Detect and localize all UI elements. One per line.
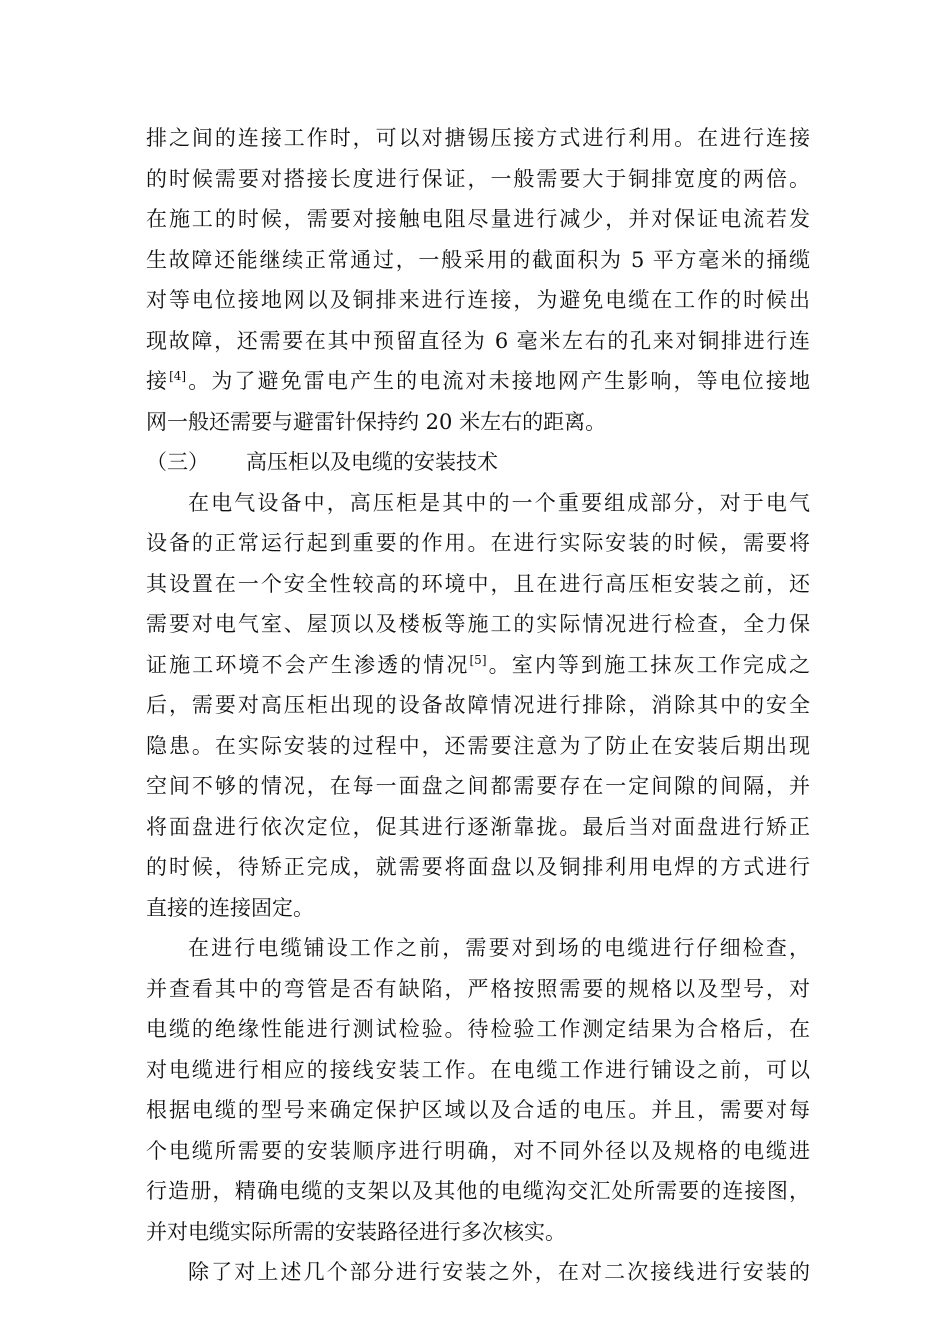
text-fragment: 。为了避免雷电产生的电流对未接地网产生影响，等电位接地: [186, 369, 810, 393]
text-line: 网一般还需要与避雷针保持约 20 米左右的距离。: [146, 409, 607, 434]
text-line: 根据电缆的型号来确定保护区域以及合适的电压。并且，需要对每: [146, 1098, 810, 1122]
text-line: 电缆的绝缘性能进行测试检验。待检验工作测定结果为合格后，在: [146, 1017, 810, 1041]
text-line: 将面盘进行依次定位，促其进行逐渐靠拢。最后当对面盘进行矫正: [146, 814, 810, 839]
section-heading: [146, 442, 810, 483]
text-line: 行造册，精确电缆的支架以及其他的电缆沟交汇处所需要的连接图，: [146, 1179, 810, 1203]
text-line: 除了对上述几个部分进行安装之外，在对二次接线进行安装的: [188, 1260, 810, 1284]
text-line: 其设置在一个安全性较高的环境中，且在进行高压柜安装之前，还: [146, 571, 810, 596]
text-line: 隐患。在实际安装的过程中，还需要注意为了防止在安装后期出现: [146, 733, 810, 758]
text-line: 后，需要对高压柜出现的设备故障情况进行排除，消除其中的安全: [146, 693, 810, 717]
text-line: 在电气设备中，高压柜是其中的一个重要组成部分，对于电气: [188, 490, 810, 515]
text-line: 对等电位接地网以及铜排来进行连接，为避免电缆在工作的时候出: [146, 288, 810, 312]
text-line: 直接的连接固定。: [146, 895, 314, 920]
text-line: 对电缆进行相应的接线安装工作。在电缆工作进行铺设之前，可以: [146, 1057, 810, 1082]
citation-marker: [5]: [469, 652, 487, 667]
text-line: 现故障，还需要在其中预留直径为 6 毫米左右的孔来对铜排进行连: [146, 328, 810, 353]
text-line: 的时候，待矫正完成，就需要将面盘以及铜排利用电焊的方式进行: [146, 855, 810, 879]
text-fragment: 证施工环境不会产生渗透的情况: [146, 652, 470, 677]
text-line: 设备的正常运行起到重要的作用。在进行实际安装的时候，需要将: [146, 531, 810, 555]
text-line: 排之间的连接工作时，可以对搪锡压接方式进行利用。在进行连接: [146, 126, 810, 150]
body-text: [146, 118, 810, 1293]
text-line: 个电缆所需要的安装顺序进行明确，对不同外径以及规格的电缆进: [146, 1138, 810, 1163]
citation-marker: [4]: [169, 369, 187, 383]
text-line: [146, 361, 810, 402]
section-title: 高压柜以及电缆的安装技术: [246, 450, 498, 474]
text-line: 在进行电缆铺设工作之前，需要对到场的电缆进行仔细检查，: [188, 936, 810, 960]
text-line: 生故障还能继续正常通过，一般采用的截面积为 5 平方毫米的捅缆: [146, 247, 810, 272]
text-line: 并查看其中的弯管是否有缺陷，严格按照需要的规格以及型号，对: [146, 976, 810, 1001]
text-line: 空间不够的情况，在每一面盘之间都需要存在一定间隙的间隔，并: [146, 774, 810, 798]
text-line: 并对电缆实际所需的安装路径进行多次核实。: [146, 1219, 566, 1244]
text-line: 的时候需要对搭接长度进行保证，一般需要大于铜排宽度的两倍。: [146, 166, 810, 191]
text-fragment: 接: [146, 369, 170, 393]
text-line: [146, 645, 810, 686]
section-number: （三）: [146, 450, 209, 474]
text-fragment: 。室内等到施工抹灰工作完成之: [486, 652, 810, 677]
text-line: 在施工的时候，需要对接触电阻尽量进行减少，并对保证电流若发: [146, 207, 810, 231]
text-line: 需要对电气室、屋顶以及楼板等施工的实际情况进行检查，全力保: [146, 612, 810, 636]
